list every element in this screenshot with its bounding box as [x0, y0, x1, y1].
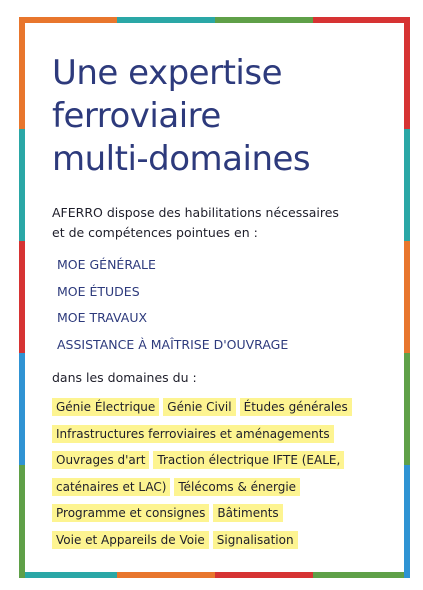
border-segment [19, 572, 117, 578]
border-segment [117, 17, 215, 23]
border-segment [313, 17, 410, 23]
moe-list [52, 252, 382, 358]
domain-tag: Ouvrages d'art [52, 451, 149, 469]
domain-tag: Signalisation [213, 531, 298, 549]
moe-item: MOE ÉTUDES [57, 283, 140, 299]
border-segment [404, 353, 410, 465]
border-segment [19, 241, 25, 353]
domain-tag: Télécoms & énergie [174, 478, 300, 496]
border-segment [19, 129, 25, 241]
domain-tag: caténaires et LAC) [52, 478, 170, 496]
domain-tag: Voie et Appareils de Voie [52, 531, 209, 549]
intro-line: AFERRO dispose des habilitations nécessaires [52, 205, 339, 220]
border-segment [215, 572, 313, 578]
domain-tag: Infrastructures ferroviaires et aménagements [52, 425, 334, 443]
border-segment [19, 17, 25, 129]
moe-item: MOE GÉNÉRALE [57, 257, 156, 272]
border-segment [404, 129, 410, 241]
border-segment [19, 353, 25, 465]
border-segment [117, 572, 215, 578]
border-segment [404, 17, 410, 129]
moe-item: ASSISTANCE À MAÎTRISE D'OUVRAGE [57, 336, 289, 352]
moe-item: MOE TRAVAUX [57, 310, 148, 325]
main-content [52, 52, 382, 553]
domain-tag: Programme et consignes [52, 504, 209, 522]
domain-tag: Génie Électrique [52, 398, 159, 416]
border-segment [404, 465, 410, 578]
border-segment [19, 17, 117, 23]
border-segment [404, 241, 410, 353]
border-segment [19, 465, 25, 578]
page-title [52, 52, 382, 181]
domain-tag: Bâtiments [213, 504, 282, 522]
domain-tag: Génie Civil [163, 398, 235, 416]
intro-line: et de compétences pointues en : [52, 225, 258, 240]
title-line: Une expertise [52, 53, 282, 93]
domain-tag: Études générales [240, 398, 352, 416]
domain-tags [52, 394, 372, 553]
border-segment [313, 572, 410, 578]
border-segment [215, 17, 313, 23]
domain-tag: Traction électrique IFTE (EALE, [153, 451, 344, 469]
title-line: multi-domaines [52, 139, 311, 179]
intro-text [52, 203, 382, 243]
title-line: ferroviaire [52, 96, 221, 136]
domains-intro: dans les domaines du : [52, 370, 197, 385]
